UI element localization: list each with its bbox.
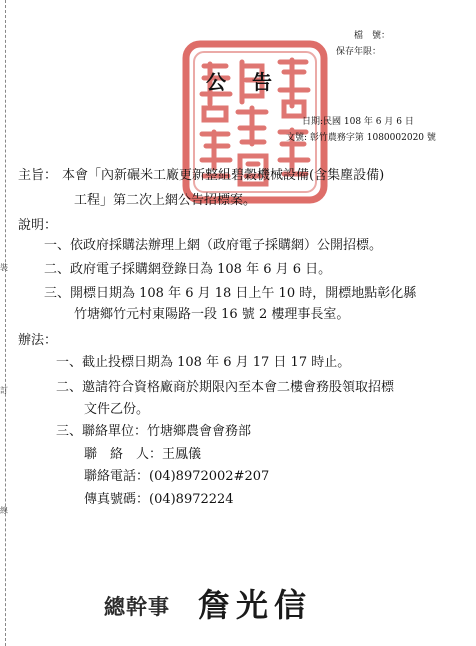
binding-mark-zhuang: 裝: [0, 263, 8, 272]
notice-title: 公告: [206, 70, 298, 94]
subject-label: 主旨：: [18, 168, 58, 183]
subject-text-line1: 本會「內新碾米工廠更新整組碧穀機械設備(含集塵設備): [62, 168, 385, 183]
notice-date: 日期:民國 108 年 6 月 6 日: [302, 117, 414, 127]
procedure-item-1: 一、截止投標日期為 108 年 6 月 17 日 17 時止。: [56, 355, 351, 370]
contact-person: 聯 絡 人：王鳳儀: [84, 447, 202, 462]
contact-fax: 傳真號碼：(04)8972224: [84, 492, 234, 507]
subject-text-line2: 工程」第二次上網公告招標案。: [74, 193, 257, 208]
file-number-label: 檔 號：: [354, 31, 391, 41]
binding-mark-xian: 線: [0, 506, 8, 515]
procedure-label: 辦法：: [18, 333, 58, 348]
signature-name: 詹光信: [198, 586, 313, 624]
explanation-label: 說明：: [18, 218, 58, 233]
contact-phone: 聯絡電話：(04)8972002#207: [84, 469, 270, 484]
explanation-item-3-line1: 三、開標日期為 108 年 6 月 18 日上午 10 時，開標地點彰化縣: [44, 286, 417, 301]
signature-title: 總幹事: [104, 594, 170, 619]
document-number: 文號: 彰竹農務字第 1080002020 號: [286, 133, 436, 143]
retention-period-label: 保存年限：: [336, 47, 382, 57]
procedure-item-2-line1: 二、邀請符合資格廠商於期限內至本會二樓會務股領取招標: [56, 380, 395, 395]
procedure-item-3: 三、聯絡單位：竹塘鄉農會會務部: [56, 424, 252, 439]
explanation-item-1: 一、依政府採購法辦理上網（政府電子採購網）公開招標。: [44, 238, 383, 253]
explanation-item-2: 二、政府電子採購網登錄日為 108 年 6 月 6 日。: [44, 262, 332, 277]
binding-mark-ding: 訂: [0, 386, 8, 395]
procedure-item-2-line2: 文件乙份。: [84, 402, 150, 417]
binding-margin-line: [5, 0, 6, 646]
explanation-item-3-line2: 竹塘鄉竹元村東陽路一段 16 號 2 樓理事長室。: [74, 307, 350, 322]
